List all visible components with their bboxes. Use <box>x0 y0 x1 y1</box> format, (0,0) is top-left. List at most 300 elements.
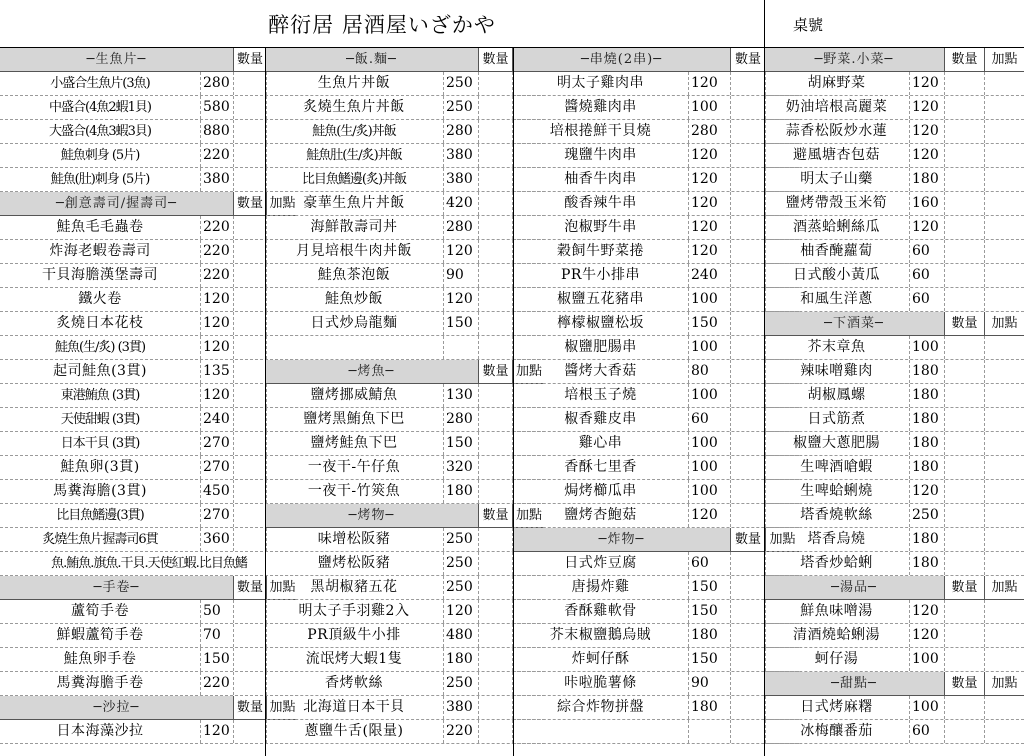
section-title: ─湯品─ <box>831 580 877 595</box>
item-price: 60 <box>909 264 944 287</box>
item-name: 椒鹽肥腸串 <box>564 339 637 355</box>
item-name: 避風塘杏包菇 <box>793 147 880 163</box>
add-header: 加點 <box>765 528 799 551</box>
item-name: 生啤酒嗆蝦 <box>800 459 873 475</box>
item-name: 海鮮散壽司丼 <box>310 219 398 235</box>
qty-cell[interactable] <box>730 456 765 479</box>
item-name: 冰梅釀番茄 <box>800 723 873 739</box>
item-price: 180 <box>909 360 944 383</box>
section-header <box>0 576 298 600</box>
qty-cell[interactable] <box>478 696 512 719</box>
page-title: 醉衍居 居酒屋いざかや <box>268 13 496 37</box>
item-name: 一夜干-竹筴魚 <box>307 483 401 499</box>
qty-cell[interactable] <box>944 528 984 551</box>
item-price: 120 <box>909 480 944 503</box>
menu-row <box>0 144 298 168</box>
menu-row <box>764 360 1024 384</box>
qty-cell[interactable] <box>233 288 266 311</box>
qty-cell[interactable] <box>233 456 266 479</box>
item-price: 220 <box>443 720 478 743</box>
item-price: 120 <box>200 288 233 311</box>
menu-row <box>265 144 545 168</box>
qty-cell[interactable] <box>478 168 512 191</box>
qty-cell[interactable] <box>233 480 266 503</box>
qty-cell[interactable] <box>944 264 984 287</box>
item-name: 柚香醃蘿蔔 <box>800 243 873 259</box>
add-cell[interactable] <box>984 432 1024 455</box>
menu-row <box>0 600 298 624</box>
qty-cell[interactable] <box>730 720 765 743</box>
item-name: 鮮蝦蘆筍手卷 <box>56 627 144 643</box>
section-header <box>0 192 298 216</box>
qty-cell[interactable] <box>478 96 512 119</box>
qty-cell[interactable] <box>730 624 765 647</box>
qty-cell[interactable] <box>233 648 266 671</box>
add-cell[interactable] <box>984 528 1024 551</box>
add-cell[interactable] <box>984 288 1024 311</box>
add-header: 加點 <box>984 672 1024 695</box>
item-name: 雞心串 <box>578 435 623 451</box>
item-price: 90 <box>688 672 730 695</box>
qty-cell[interactable] <box>233 720 266 743</box>
item-price: 380 <box>443 144 478 167</box>
item-name: 干貝海膽漢堡壽司 <box>42 267 158 283</box>
item-price: 120 <box>909 600 944 623</box>
qty-cell[interactable] <box>478 216 512 239</box>
qty-cell[interactable] <box>233 600 266 623</box>
qty-cell[interactable] <box>233 96 266 119</box>
menu-row <box>0 336 298 360</box>
item-price: 250 <box>443 96 478 119</box>
item-name: 鮭魚(肚)刺身 (5片) <box>50 172 150 187</box>
add-cell[interactable] <box>984 552 1024 575</box>
item-price: 420 <box>443 192 478 215</box>
qty-cell[interactable] <box>478 552 512 575</box>
item-name: 日式炸豆腐 <box>564 555 637 571</box>
item-name: 塔香燒軟絲 <box>800 507 873 523</box>
item-name: 生啤蛤蜊燒 <box>800 483 873 499</box>
qty-cell[interactable] <box>730 480 765 503</box>
item-price: 180 <box>909 456 944 479</box>
qty-cell[interactable] <box>478 240 512 263</box>
menu-row <box>0 312 298 336</box>
qty-cell[interactable] <box>730 360 765 383</box>
add-cell[interactable] <box>984 360 1024 383</box>
qty-cell[interactable] <box>730 72 765 95</box>
item-price: 100 <box>688 432 730 455</box>
item-price: 120 <box>688 192 730 215</box>
menu-row <box>265 312 545 336</box>
qty-cell[interactable] <box>478 648 512 671</box>
item-price: 70 <box>200 624 233 647</box>
item-price: 60 <box>688 408 730 431</box>
item-price: 360 <box>200 528 233 551</box>
item-name: 香烤軟絲 <box>325 675 383 691</box>
menu-row <box>513 432 799 456</box>
menu-row <box>513 456 799 480</box>
section-title: ─烤魚─ <box>348 364 395 379</box>
menu-row <box>764 240 1024 264</box>
item-price: 120 <box>200 336 233 359</box>
menu-row <box>764 408 1024 432</box>
menu-row <box>0 528 298 552</box>
qty-cell[interactable] <box>730 552 765 575</box>
menu-row <box>764 504 1024 528</box>
item-price: 50 <box>200 600 233 623</box>
add-cell[interactable] <box>984 480 1024 503</box>
menu-row <box>513 384 799 408</box>
qty-cell[interactable] <box>944 504 984 527</box>
qty-cell[interactable] <box>730 96 765 119</box>
item-name: 鮭魚毛毛蟲卷 <box>56 219 144 235</box>
qty-cell[interactable] <box>730 696 765 719</box>
qty-cell[interactable] <box>944 288 984 311</box>
item-price: 180 <box>909 552 944 575</box>
item-name: 流氓烤大蝦1隻 <box>305 651 403 667</box>
item-price: 180 <box>909 408 944 431</box>
item-price: 120 <box>200 720 233 743</box>
item-name: 鮭魚卵(3貫) <box>60 459 140 475</box>
menu-row <box>764 384 1024 408</box>
qty-cell[interactable] <box>944 120 984 143</box>
qty-cell[interactable] <box>730 336 765 359</box>
qty-cell[interactable] <box>730 192 765 215</box>
item-price: 100 <box>909 336 944 359</box>
item-price: 100 <box>688 456 730 479</box>
qty-cell[interactable] <box>944 432 984 455</box>
qty-cell[interactable] <box>233 504 266 527</box>
qty-header: 數量 <box>233 192 266 215</box>
item-price: 120 <box>688 144 730 167</box>
item-price: 120 <box>688 240 730 263</box>
menu-row <box>0 240 298 264</box>
item-name: 蔥鹽牛舌(限量) <box>304 723 404 739</box>
qty-cell[interactable] <box>944 696 984 719</box>
menu-row <box>513 72 799 96</box>
item-name: 培根捲鮮干貝燒 <box>549 123 652 139</box>
menu-row <box>513 144 799 168</box>
add-cell[interactable] <box>984 72 1024 95</box>
qty-cell[interactable] <box>233 240 266 263</box>
section-title: ─下酒菜─ <box>824 316 884 331</box>
qty-cell[interactable] <box>233 72 266 95</box>
item-price: 180 <box>909 168 944 191</box>
section-header <box>764 312 1024 336</box>
item-price <box>688 720 730 743</box>
qty-cell[interactable] <box>730 288 765 311</box>
section-header <box>513 48 799 72</box>
item-price: 120 <box>909 144 944 167</box>
qty-cell[interactable] <box>233 408 266 431</box>
item-price: 270 <box>200 504 233 527</box>
item-name: 明太子山藥 <box>800 171 873 187</box>
item-price: 120 <box>443 240 478 263</box>
qty-cell[interactable] <box>730 672 765 695</box>
item-name: 鹽烤帶殼玉米筍 <box>785 195 888 211</box>
qty-cell[interactable] <box>944 624 984 647</box>
qty-header: 數量 <box>944 48 984 71</box>
qty-cell[interactable] <box>944 240 984 263</box>
add-cell[interactable] <box>984 600 1024 623</box>
item-price: 120 <box>688 504 730 527</box>
qty-cell[interactable] <box>478 576 512 599</box>
qty-cell[interactable] <box>730 600 765 623</box>
item-name: 鮭魚炒飯 <box>325 291 383 307</box>
add-cell[interactable] <box>984 648 1024 671</box>
qty-cell[interactable] <box>730 264 765 287</box>
qty-cell[interactable] <box>233 336 266 359</box>
item-name: 鮭魚卵手卷 <box>63 651 137 667</box>
add-cell[interactable] <box>984 192 1024 215</box>
qty-cell[interactable] <box>944 96 984 119</box>
item-price: 280 <box>443 120 478 143</box>
item-price: 120 <box>909 72 944 95</box>
qty-cell[interactable] <box>730 216 765 239</box>
item-name: 天使甜蝦 (3貫) <box>60 412 140 427</box>
qty-cell[interactable] <box>478 264 512 287</box>
qty-cell[interactable] <box>944 552 984 575</box>
qty-cell[interactable] <box>730 168 765 191</box>
qty-cell[interactable] <box>944 216 984 239</box>
qty-cell[interactable] <box>944 72 984 95</box>
item-name: 比目魚鰭邊(3貫) <box>56 508 144 523</box>
item-name: 蒜香松阪炒水蓮 <box>785 123 888 139</box>
qty-cell[interactable] <box>730 144 765 167</box>
menu-row <box>764 144 1024 168</box>
qty-cell[interactable] <box>233 216 266 239</box>
item-name: 日式炒烏龍麵 <box>310 315 398 331</box>
add-cell[interactable] <box>984 120 1024 143</box>
qty-cell[interactable] <box>233 360 266 383</box>
menu-row <box>513 720 799 744</box>
qty-cell[interactable] <box>233 312 266 335</box>
section-header <box>764 672 1024 696</box>
qty-cell[interactable] <box>478 288 512 311</box>
qty-cell[interactable] <box>478 456 512 479</box>
qty-cell[interactable] <box>730 240 765 263</box>
add-cell[interactable] <box>984 336 1024 359</box>
qty-cell[interactable] <box>730 432 765 455</box>
item-price: 220 <box>200 144 233 167</box>
menu-row <box>764 72 1024 96</box>
item-name: 焗烤櫛瓜串 <box>564 483 637 499</box>
menu-row <box>265 216 545 240</box>
qty-cell[interactable] <box>478 432 512 455</box>
item-name: 瑰鹽牛肉串 <box>564 147 637 163</box>
item-price: 120 <box>688 72 730 95</box>
qty-cell[interactable] <box>478 624 512 647</box>
item-price: 150 <box>688 576 730 599</box>
qty-cell[interactable] <box>233 168 266 191</box>
menu-row <box>513 504 799 528</box>
section-header <box>0 48 298 72</box>
qty-cell[interactable] <box>478 144 512 167</box>
qty-cell[interactable] <box>233 528 266 551</box>
item-price: 150 <box>688 648 730 671</box>
qty-cell[interactable] <box>233 264 266 287</box>
qty-cell[interactable] <box>233 624 266 647</box>
item-price: 220 <box>200 240 233 263</box>
item-price: 60 <box>909 720 944 743</box>
qty-cell[interactable] <box>944 168 984 191</box>
qty-cell[interactable] <box>478 384 512 407</box>
menu-row <box>0 672 298 696</box>
menu-row <box>513 288 799 312</box>
menu-row <box>764 528 1024 552</box>
qty-cell[interactable] <box>478 120 512 143</box>
menu-row <box>513 600 799 624</box>
qty-cell[interactable] <box>944 408 984 431</box>
item-name: 北海道日本干貝 <box>303 699 405 715</box>
section-title: ─串燒(2串)─ <box>580 52 663 67</box>
qty-cell[interactable] <box>478 336 512 359</box>
add-cell[interactable] <box>984 144 1024 167</box>
add-cell[interactable] <box>984 216 1024 239</box>
item-price: 100 <box>909 648 944 671</box>
qty-cell[interactable] <box>233 120 266 143</box>
add-cell[interactable] <box>984 624 1024 647</box>
qty-cell[interactable] <box>730 384 765 407</box>
item-name: 胡椒鳳螺 <box>807 387 866 403</box>
item-name <box>265 336 443 359</box>
item-price: 450 <box>200 480 233 503</box>
qty-cell[interactable] <box>478 720 512 743</box>
qty-cell[interactable] <box>478 72 512 95</box>
add-cell[interactable] <box>984 504 1024 527</box>
qty-cell[interactable] <box>233 432 266 455</box>
item-name: 鐵火卷 <box>78 291 122 307</box>
item-price: 100 <box>688 480 730 503</box>
item-name: 豪華生魚片丼飯 <box>303 195 405 211</box>
item-price: 60 <box>909 288 944 311</box>
item-name: 辣味噌雞肉 <box>800 363 873 379</box>
item-price: 280 <box>443 216 478 239</box>
item-price: 100 <box>688 96 730 119</box>
item-price: 280 <box>443 408 478 431</box>
item-price: 100 <box>909 696 944 719</box>
item-name: 塔香炒蛤蜊 <box>800 555 873 571</box>
qty-cell[interactable] <box>730 408 765 431</box>
item-price: 380 <box>200 168 233 191</box>
item-price: 160 <box>909 192 944 215</box>
add-header: 加點 <box>512 504 545 527</box>
qty-cell[interactable] <box>730 312 765 335</box>
menu-row <box>513 480 799 504</box>
qty-cell[interactable] <box>478 480 512 503</box>
qty-cell[interactable] <box>944 384 984 407</box>
item-name: 香酥七里香 <box>564 459 637 475</box>
qty-cell[interactable] <box>478 408 512 431</box>
item-price: 100 <box>688 336 730 359</box>
item-price: 320 <box>443 456 478 479</box>
menu-row <box>513 576 799 600</box>
add-cell[interactable] <box>984 96 1024 119</box>
item-name: 炙燒生魚片丼飯 <box>303 99 405 115</box>
menu-row <box>265 384 545 408</box>
qty-cell[interactable] <box>478 600 512 623</box>
menu-row <box>265 192 545 216</box>
qty-cell[interactable] <box>730 120 765 143</box>
item-price: 150 <box>200 648 233 671</box>
item-name: 奶油培根高麗菜 <box>785 99 888 115</box>
item-name: 椒香雞皮串 <box>564 411 637 427</box>
qty-cell[interactable] <box>944 720 984 743</box>
qty-cell[interactable] <box>233 672 266 695</box>
add-cell[interactable] <box>984 384 1024 407</box>
item-price: 220 <box>200 672 233 695</box>
menu-row <box>265 480 545 504</box>
qty-cell[interactable] <box>233 144 266 167</box>
qty-cell[interactable] <box>478 192 512 215</box>
menu-row <box>513 336 799 360</box>
add-cell[interactable] <box>984 168 1024 191</box>
section-header <box>764 48 1024 72</box>
add-header: 加點 <box>266 192 298 215</box>
menu-row <box>513 648 799 672</box>
menu-row <box>764 96 1024 120</box>
item-price: 280 <box>688 120 730 143</box>
qty-cell[interactable] <box>944 456 984 479</box>
item-price: 280 <box>200 72 233 95</box>
item-price: 250 <box>443 552 478 575</box>
item-name: 綜合炸物拼盤 <box>557 699 644 715</box>
qty-cell[interactable] <box>730 576 765 599</box>
menu-row <box>265 456 545 480</box>
qty-cell[interactable] <box>478 312 512 335</box>
menu-row <box>265 528 545 552</box>
menu-row <box>265 672 545 696</box>
add-cell[interactable] <box>984 696 1024 719</box>
qty-cell[interactable] <box>944 600 984 623</box>
item-price: 120 <box>688 216 730 239</box>
add-cell[interactable] <box>984 720 1024 743</box>
menu-row <box>764 168 1024 192</box>
menu-row <box>513 408 799 432</box>
item-name: 生魚片丼飯 <box>317 75 391 91</box>
qty-cell[interactable] <box>944 648 984 671</box>
add-cell[interactable] <box>984 456 1024 479</box>
item-name: 唐揚炸雞 <box>571 579 630 595</box>
qty-cell[interactable] <box>944 480 984 503</box>
qty-cell[interactable] <box>944 360 984 383</box>
add-header: 加點 <box>512 360 545 383</box>
add-cell[interactable] <box>984 240 1024 263</box>
menu-row <box>513 120 799 144</box>
section-header <box>265 48 545 72</box>
section-title: ─創意壽司/握壽司─ <box>55 196 178 211</box>
item-name: 起司鮭魚(3貫) <box>53 363 147 379</box>
qty-cell[interactable] <box>730 504 765 527</box>
qty-cell[interactable] <box>233 384 266 407</box>
item-price: 180 <box>688 624 730 647</box>
qty-cell[interactable] <box>944 144 984 167</box>
section-title: ─甜點─ <box>831 676 877 691</box>
qty-cell[interactable] <box>944 336 984 359</box>
menu-row <box>513 96 799 120</box>
item-price: 250 <box>443 72 478 95</box>
item-name: 鮭魚茶泡飯 <box>317 267 391 283</box>
qty-cell[interactable] <box>478 672 512 695</box>
add-cell[interactable] <box>984 408 1024 431</box>
item-name: 鮭魚刺身 (5片) <box>60 148 140 163</box>
add-cell[interactable] <box>984 264 1024 287</box>
item-name: 東港鮪魚 (3貫) <box>60 388 140 403</box>
qty-cell[interactable] <box>478 528 512 551</box>
qty-cell[interactable] <box>944 192 984 215</box>
section-header <box>265 360 545 384</box>
qty-cell[interactable] <box>730 648 765 671</box>
item-name <box>513 720 688 743</box>
